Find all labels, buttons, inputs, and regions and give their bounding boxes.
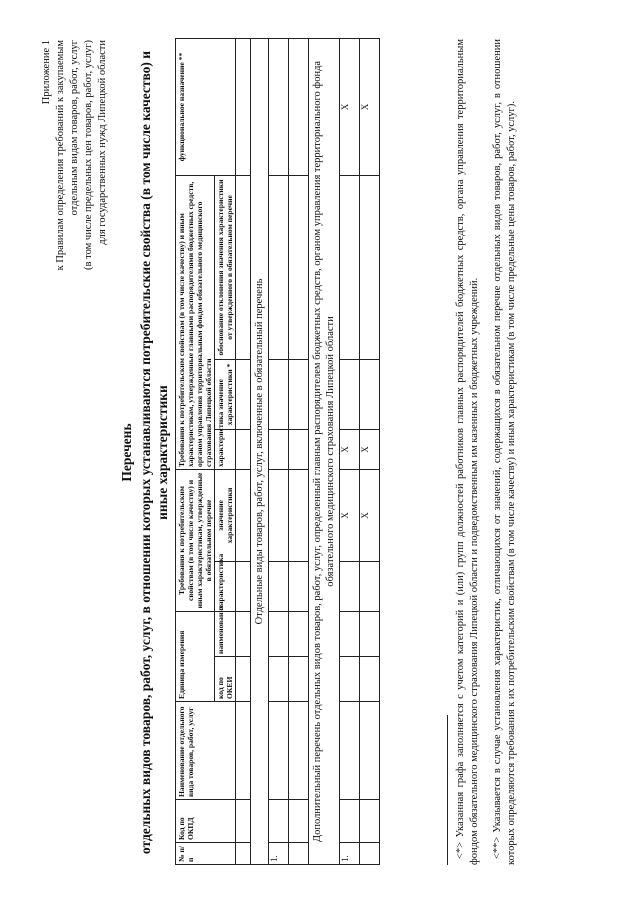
row-number: 1. — [269, 843, 289, 865]
header-unit-name: наименование — [215, 611, 236, 656]
requirements-table — [175, 39, 380, 865]
x-mark: X — [340, 38, 360, 175]
header-req-approved: Требования к потребительским свойствам (в том числе качеству) и иным характеристикам, утвержденные главными распорядителями бюджетных средств, органом управления территориальным фондом обязательного медицинского страхования Липецкой области — [176, 175, 215, 469]
table-row — [360, 38, 380, 864]
header-unit-code: код по ОКЕИ — [215, 657, 236, 702]
section-additional-list: Дополнительный перечень отдельных видов товаров, работ, услуг, определенный главным распорядителем бюджетных средств, органом управления территориального фонда обязательного медицинского страхования Липецкой области — [309, 38, 340, 864]
x-mark: X — [340, 429, 360, 469]
header-num: № п/п — [176, 843, 236, 865]
header-appr-value: значение характеристики * — [215, 359, 236, 429]
header-name: Наименование отдельного вида товаров, работ, услуг — [176, 702, 236, 800]
table-row — [269, 38, 289, 864]
header-mand-value: значение характеристики — [215, 469, 236, 561]
table-row — [340, 38, 360, 864]
footnotes — [447, 39, 528, 865]
title-main: Перечень — [119, 423, 134, 482]
header-req-mandatory: Требования к потребительским свойствам (в том числе качеству) и иным характеристикам, утвержденные в обязательном перечне — [176, 469, 215, 611]
section-mandatory-list: Отдельные виды товаров, работ, услуг, включенные в обязательный перечень — [251, 38, 269, 864]
header-appr-char: характеристика — [215, 429, 236, 469]
header-unit: Единица измерения — [176, 611, 215, 701]
title-subtitle: отдельных видов товаров, работ, услуг, в отношении которых устанавливаются потребительские свойства (в том числе качество) и иные характеристики — [138, 50, 170, 855]
x-mark: X — [360, 429, 380, 469]
row-number: 1. — [340, 843, 360, 865]
appendix-line: для государственных нужд Липецкой области — [97, 40, 108, 245]
footnote-1: <*> Указанная графа заполняется с учетом категорий и (или) групп должностей работников главных распорядителей бюджетных средств, органа управления территориальным фондом обязательного медицинского страхования Липецкой области и подведомственным им казенных и бюджетных учреждений. — [455, 39, 480, 865]
x-mark: X — [360, 38, 380, 175]
header-mand-char: характеристика — [215, 561, 236, 611]
footnote-2: <**> Указывается в случае установления характеристик, отличающихся от значений, содержащихся в обязательном перечне отдельных видов товаров, работ, услуг, в отношении которых определяются требования к их потребительским свойствам (в том числе качеству) и иным характеристикам (в том числе предельные цены товаров, работ, услуг). — [492, 39, 517, 865]
header-okpd: Код по ОКПД — [176, 800, 236, 843]
footnote-divider — [447, 715, 448, 865]
x-mark: X — [340, 469, 360, 561]
header-func: функциональное назначение ** — [176, 38, 236, 175]
appendix-line: Приложение 1 — [41, 40, 52, 105]
appendix-header — [40, 40, 110, 520]
appendix-line: отдельным видам товаров, работ, услуг — [69, 40, 80, 216]
appendix-line: к Правилам определения требований к закупаемым — [55, 40, 66, 271]
x-mark: X — [360, 469, 380, 561]
header-appr-justify: обоснование отклонения значения характеристики от утвержденного в обязательном перечне — [215, 175, 236, 359]
document-title — [118, 40, 171, 865]
appendix-line: (в том числе предельных цен товаров, работ, услуг) — [83, 40, 94, 270]
column-number-row — [236, 38, 251, 864]
table-row — [289, 38, 309, 864]
